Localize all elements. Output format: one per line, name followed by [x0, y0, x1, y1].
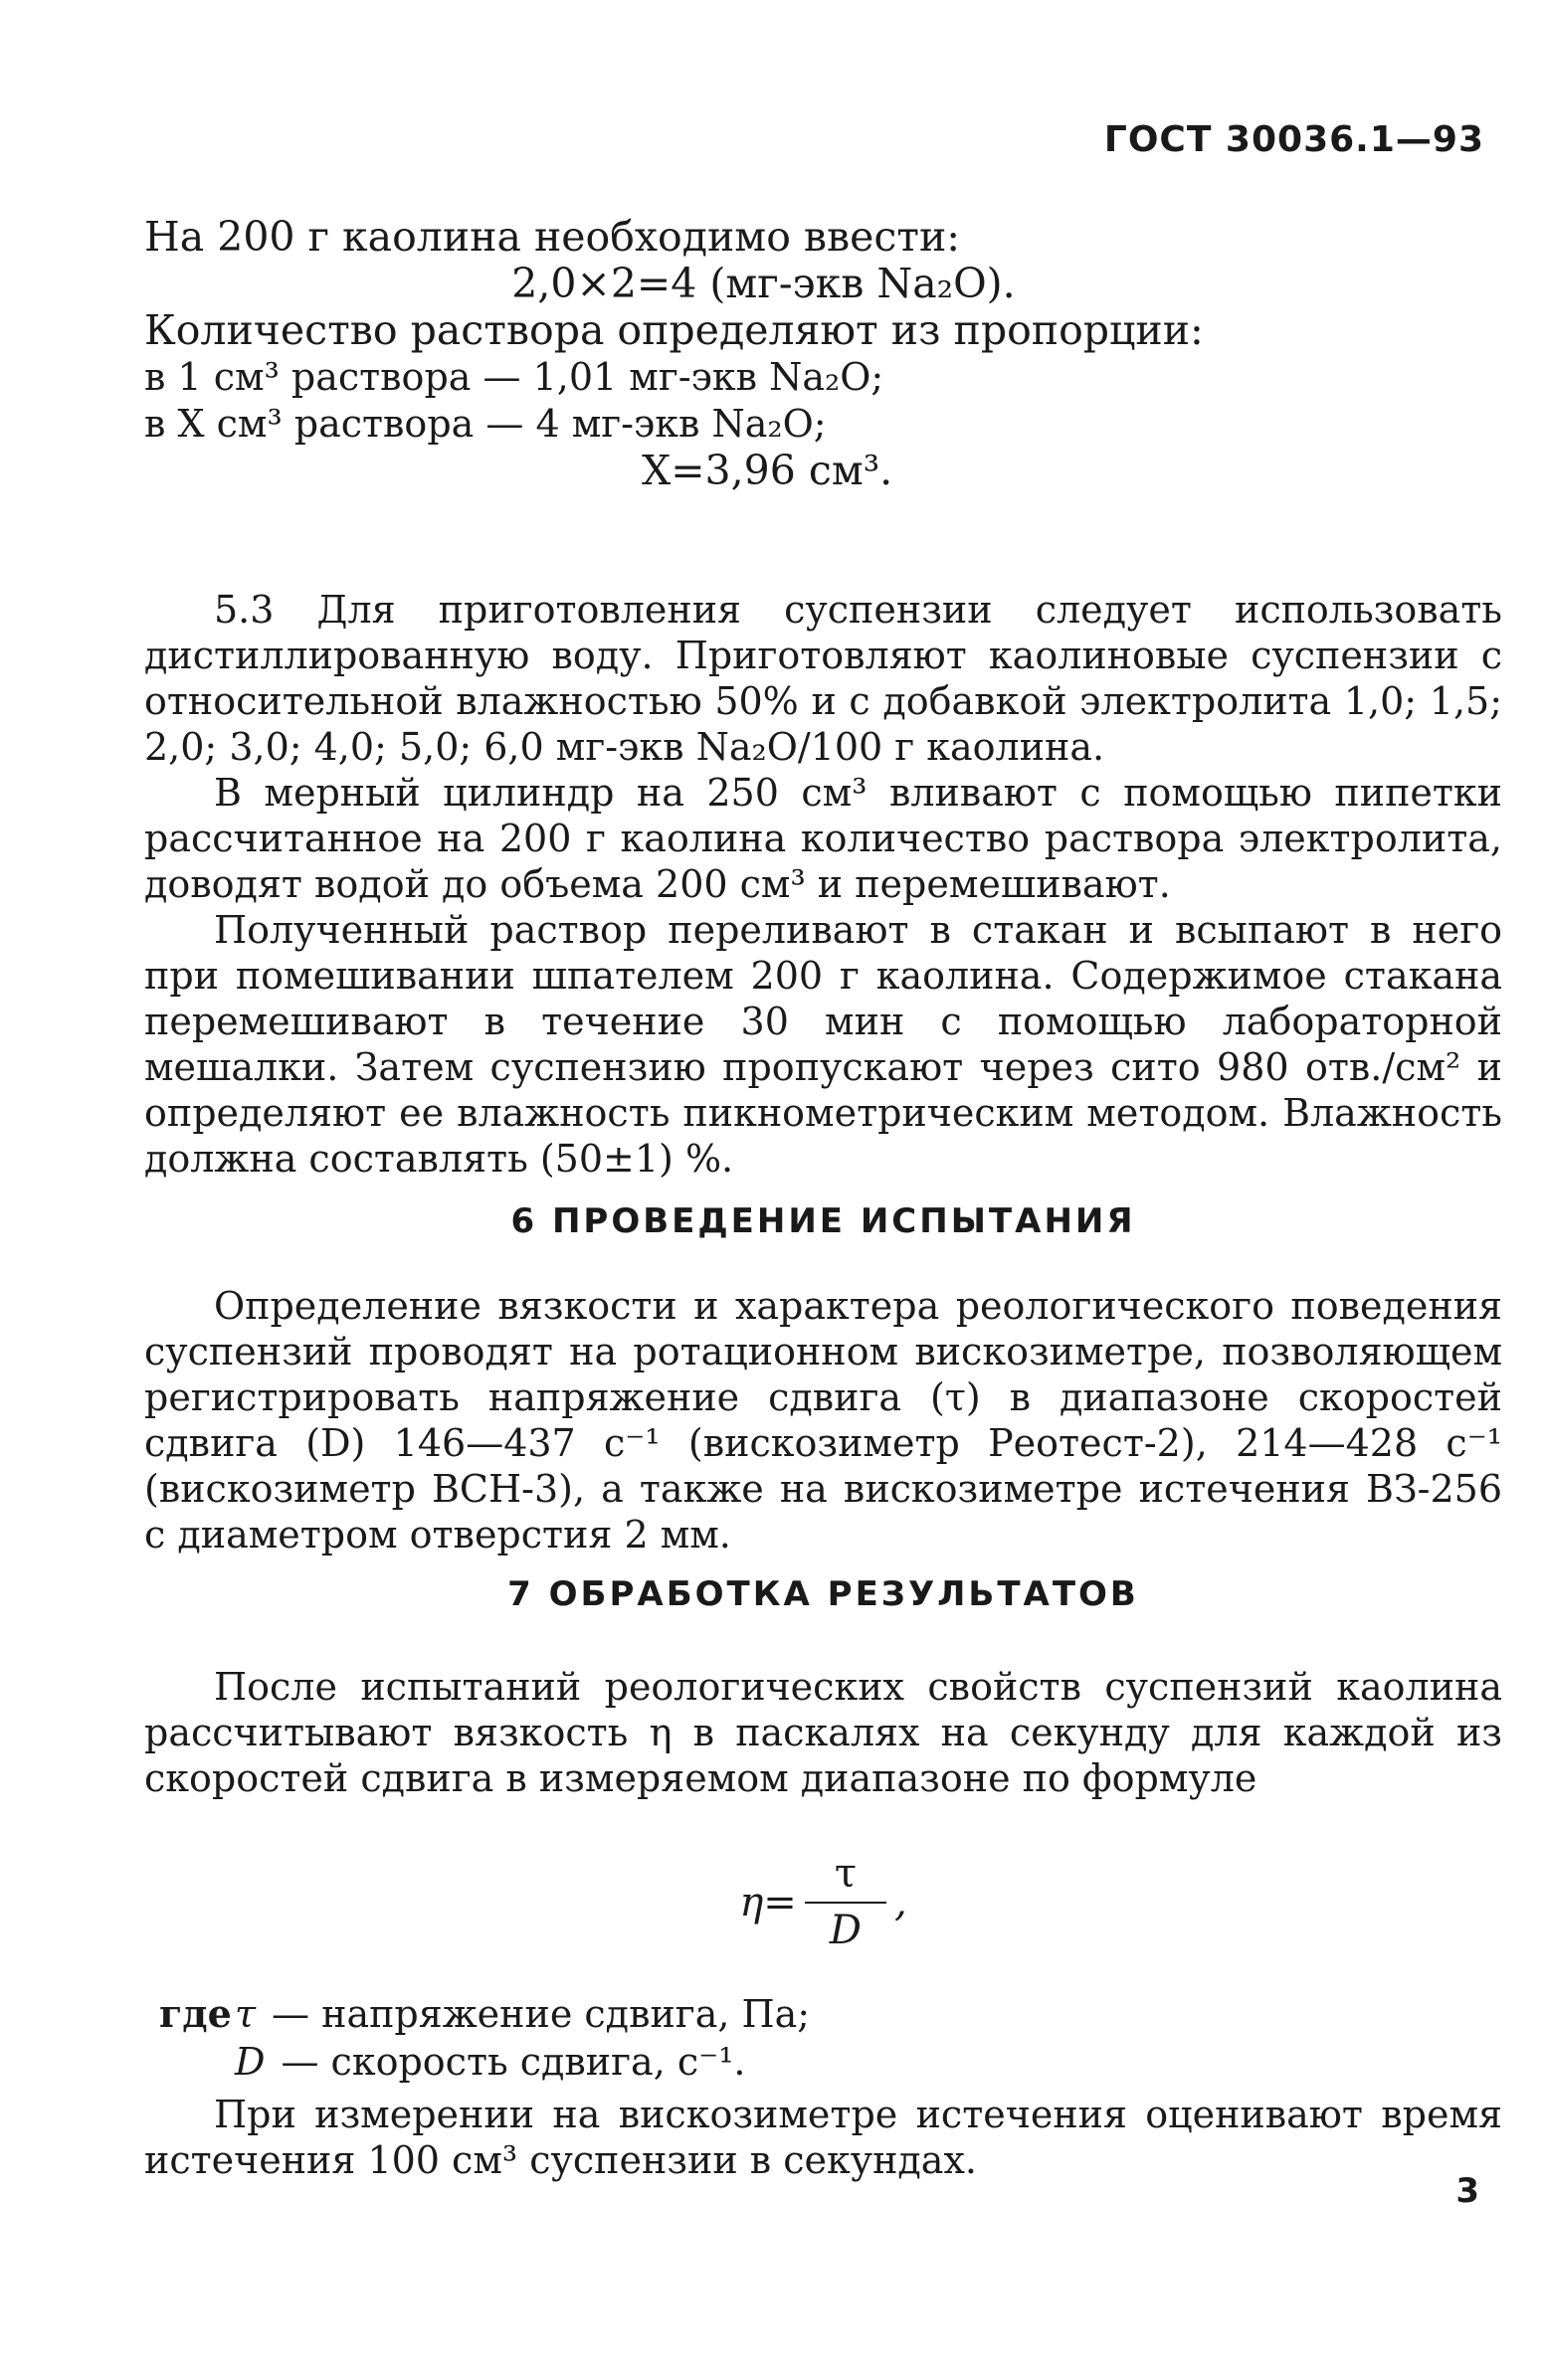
intro-block — [144, 214, 1502, 494]
proportion-line-2: в X см³ раствора — 4 мг-экв Na₂O; — [144, 402, 827, 446]
legend-symbol: D — [235, 2040, 266, 2084]
legend-text: — напряжение сдвига, Па; — [272, 1992, 811, 2036]
formula-numerator: τ — [805, 1851, 886, 1904]
section-7-paragraph: После испытаний реологических свойств суспензий каолина рассчитывают вязкость η в паскалях на секунду для каждой из скоростей сдвига в измеряемом диапазоне по формуле — [144, 1665, 1502, 1800]
formula-fraction — [805, 1851, 886, 1954]
viscosity-formula — [144, 1851, 1502, 1954]
legend-row — [159, 2038, 1502, 2086]
intro-line: На 200 г каолина необходимо ввести: — [144, 213, 961, 261]
section-6 — [144, 1198, 1502, 1557]
formula-denominator: D — [829, 1908, 862, 1953]
proportion-intro: Количество раствора определяют из пропорции: — [144, 306, 1204, 354]
section-7 — [144, 1571, 1502, 2183]
formula-trail: , — [893, 1879, 907, 1925]
proportion-result: X=3,96 см³. — [642, 447, 893, 494]
section-5-3 — [144, 587, 1502, 1182]
formula-legend — [159, 1990, 1502, 2086]
paragraph-5-3-3: Полученный раствор переливают в стакан и всыпают в него при помешивании шпателем 200 г каолина. Содержимое стакана перемешивают в течение 30 мин с помощью лабораторной мешалки. Затем суспензию пропускают через сито 980 отв./см² и определяют ее влажность пикнометрическим методом. Влажность должна составлять (50±1) %. — [144, 908, 1502, 1181]
paragraph-5-3-2: В мерный цилиндр на 250 см³ вливают с помощью пипетки рассчитанное на 200 г каолина количество раствора электролита, доводят водой до объема 200 см³ и перемешивают. — [144, 771, 1502, 906]
page-number: 3 — [1455, 2171, 1479, 2211]
section-6-paragraph: Определение вязкости и характера реологического поведения суспензий проводят на ротационном вискозиметре, позволяющем регистрировать напряжение сдвига (τ) в диапазоне скоростей сдвига (D) 146—437 с⁻¹ (вискозиметр Реотест-2), 214—428 с⁻¹ (вискозиметр ВСН-3), а также на вискозиметре истечения ВЗ-256 с диаметром отверстия 2 мм. — [144, 1284, 1502, 1556]
legend-row — [159, 1990, 1502, 2038]
section-7-heading: 7 ОБРАБОТКА РЕЗУЛЬТАТОВ — [507, 1574, 1139, 1614]
legend-symbol: τ — [235, 1992, 257, 2036]
proportion-line-1: в 1 см³ раствора — 1,01 мг-экв Na₂O; — [144, 355, 884, 399]
section-6-heading: 6 ПРОВЕДЕНИЕ ИСПЫТАНИЯ — [510, 1201, 1136, 1241]
standard-header: ГОСТ 30036.1—93 — [1103, 119, 1484, 160]
legend-where: где — [159, 1991, 232, 2036]
legend-text: — скорость сдвига, с⁻¹. — [281, 2040, 746, 2084]
formula-lhs: η= — [739, 1879, 797, 1925]
intro-calc: 2,0×2=4 (мг-экв Na₂O). — [511, 260, 1016, 307]
closing-paragraph: При измерении на вискозиметре истечения оценивают время истечения 100 см³ суспензии в секундах. — [144, 2093, 1502, 2182]
paragraph-5-3-1: 5.3 Для приготовления суспензии следует использовать дистиллированную воду. Приготовляют каолиновые суспензии с относительной влажностью 50% и с добавкой электролита 1,0; 1,5; 2,0; 3,0; 4,0; 5,0; 6,0 мг-экв Na₂O/100 г каолина. — [144, 588, 1502, 769]
